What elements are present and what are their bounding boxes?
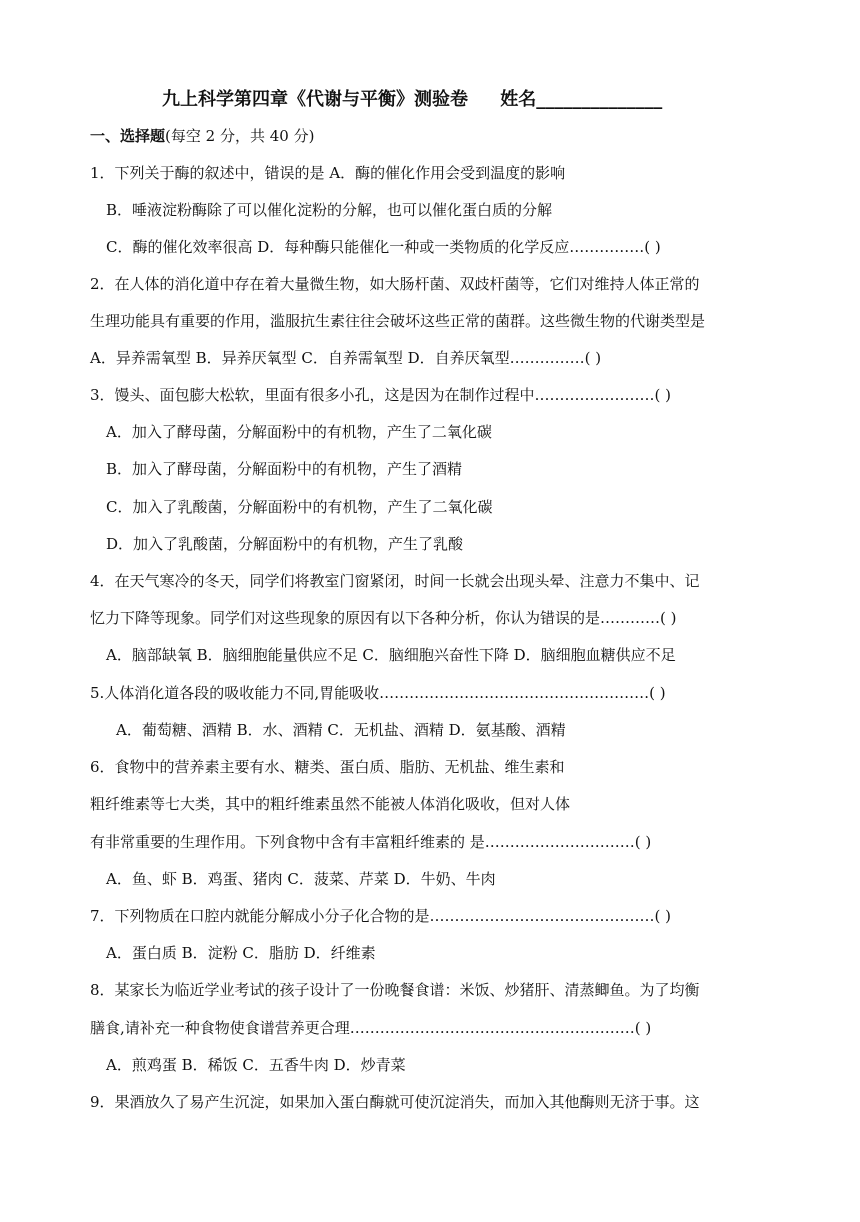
question-3-option-c: C．加入了乳酸菌，分解面粉中的有机物，产生了二氧化碳	[106, 498, 493, 516]
question-1-option-cd: C．酶的催化效率很高 D．每种酶只能催化一种或一类物质的化学反应……………( )	[106, 238, 661, 256]
question-6-line-2: 粗纤维素等七大类，其中的粗纤维素虽然不能被人体消化吸收，但对人体	[90, 795, 571, 813]
question-1-stem: 1．下列关于酶的叙述中，错误的是 A．酶的催化作用会受到温度的影响	[90, 164, 566, 182]
question-8-options: A．煎鸡蛋 B．稀饭 C．五香牛肉 D．炒青菜	[106, 1056, 406, 1074]
question-6-line-1: 6．食物中的营养素主要有水、糖类、蛋白质、脂肪、无机盐、维生素和	[90, 758, 565, 776]
section-heading	[90, 126, 314, 146]
question-8-line-1: 8．某家长为临近学业考试的孩子设计了一份晚餐食谱：米饭、炒猪肝、清蒸鲫鱼。为了均衡	[90, 981, 700, 999]
question-6-options: A．鱼、虾 B．鸡蛋、猪肉 C．菠菜、芹菜 D．牛奶、牛肉	[106, 870, 496, 888]
question-9-line-1: 9．果酒放久了易产生沉淀，如果加入蛋白酶就可使沉淀消失，而加入其他酶则无济于事。这	[90, 1093, 700, 1111]
question-8-line-2: 膳食,请补充一种食物使食谱营养更合理…………………………………………………( )	[90, 1019, 652, 1037]
title-text: 九上科学第四章《代谢与平衡》测验卷	[162, 89, 468, 110]
question-7-stem: 7．下列物质在口腔内就能分解成小分子化合物的是………………………………………( )	[90, 907, 672, 925]
student-name-field: 姓名______________	[500, 89, 663, 110]
question-4-line-1: 4．在天气寒冷的冬天，同学们将教室门窗紧闭，时间一长就会出现头晕、注意力不集中、记	[90, 572, 700, 590]
question-3-option-b: B．加入了酵母菌，分解面粉中的有机物，产生了酒精	[106, 460, 463, 478]
question-4-options: A．脑部缺氧 B．脑细胞能量供应不足 C．脑细胞兴奋性下降 D．脑细胞血糖供应不足	[106, 646, 676, 664]
question-6-line-3: 有非常重要的生理作用。下列食物中含有丰富粗纤维素的 是…………………………( )	[90, 833, 652, 851]
question-3-option-d: D．加入了乳酸菌，分解面粉中的有机物，产生了乳酸	[106, 535, 464, 553]
question-3-option-a: A．加入了酵母菌，分解面粉中的有机物，产生了二氧化碳	[106, 423, 492, 441]
section-note: (每空 2 分，共 40 分)	[165, 127, 315, 145]
question-7-options: A．蛋白质 B．淀粉 C．脂肪 D．纤维素	[106, 944, 376, 962]
question-2-options: A．异养需氧型 B．异养厌氧型 C．自养需氧型 D．自养厌氧型……………( )	[90, 349, 602, 367]
question-2-line-2: 生理功能具有重要的作用，滥服抗生素往往会破坏这些正常的菌群。这些微生物的代谢类型是	[90, 312, 706, 330]
question-4-line-2: 忆力下降等现象。同学们对这些现象的原因有以下各种分析，你认为错误的是…………( )	[90, 609, 677, 627]
question-1-option-b: B．唾液淀粉酶除了可以催化淀粉的分解，也可以催化蛋白质的分解	[106, 201, 553, 219]
question-2-line-1: 2．在人体的消化道中存在着大量微生物，如大肠杆菌、双歧杆菌等，它们对维持人体正常的	[90, 275, 700, 293]
question-5-options: A．葡萄糖、酒精 B．水、酒精 C．无机盐、酒精 D．氨基酸、酒精	[116, 721, 566, 739]
question-3-stem: 3．馒头、面包膨大松软，里面有很多小孔，这是因为在制作过程中……………………( )	[90, 386, 672, 404]
question-5-stem: 5.人体消化道各段的吸收能力不同,胃能吸收………………………………………………( )	[90, 684, 666, 702]
section-title: 一、选择题	[90, 127, 166, 145]
exam-title	[162, 88, 662, 112]
